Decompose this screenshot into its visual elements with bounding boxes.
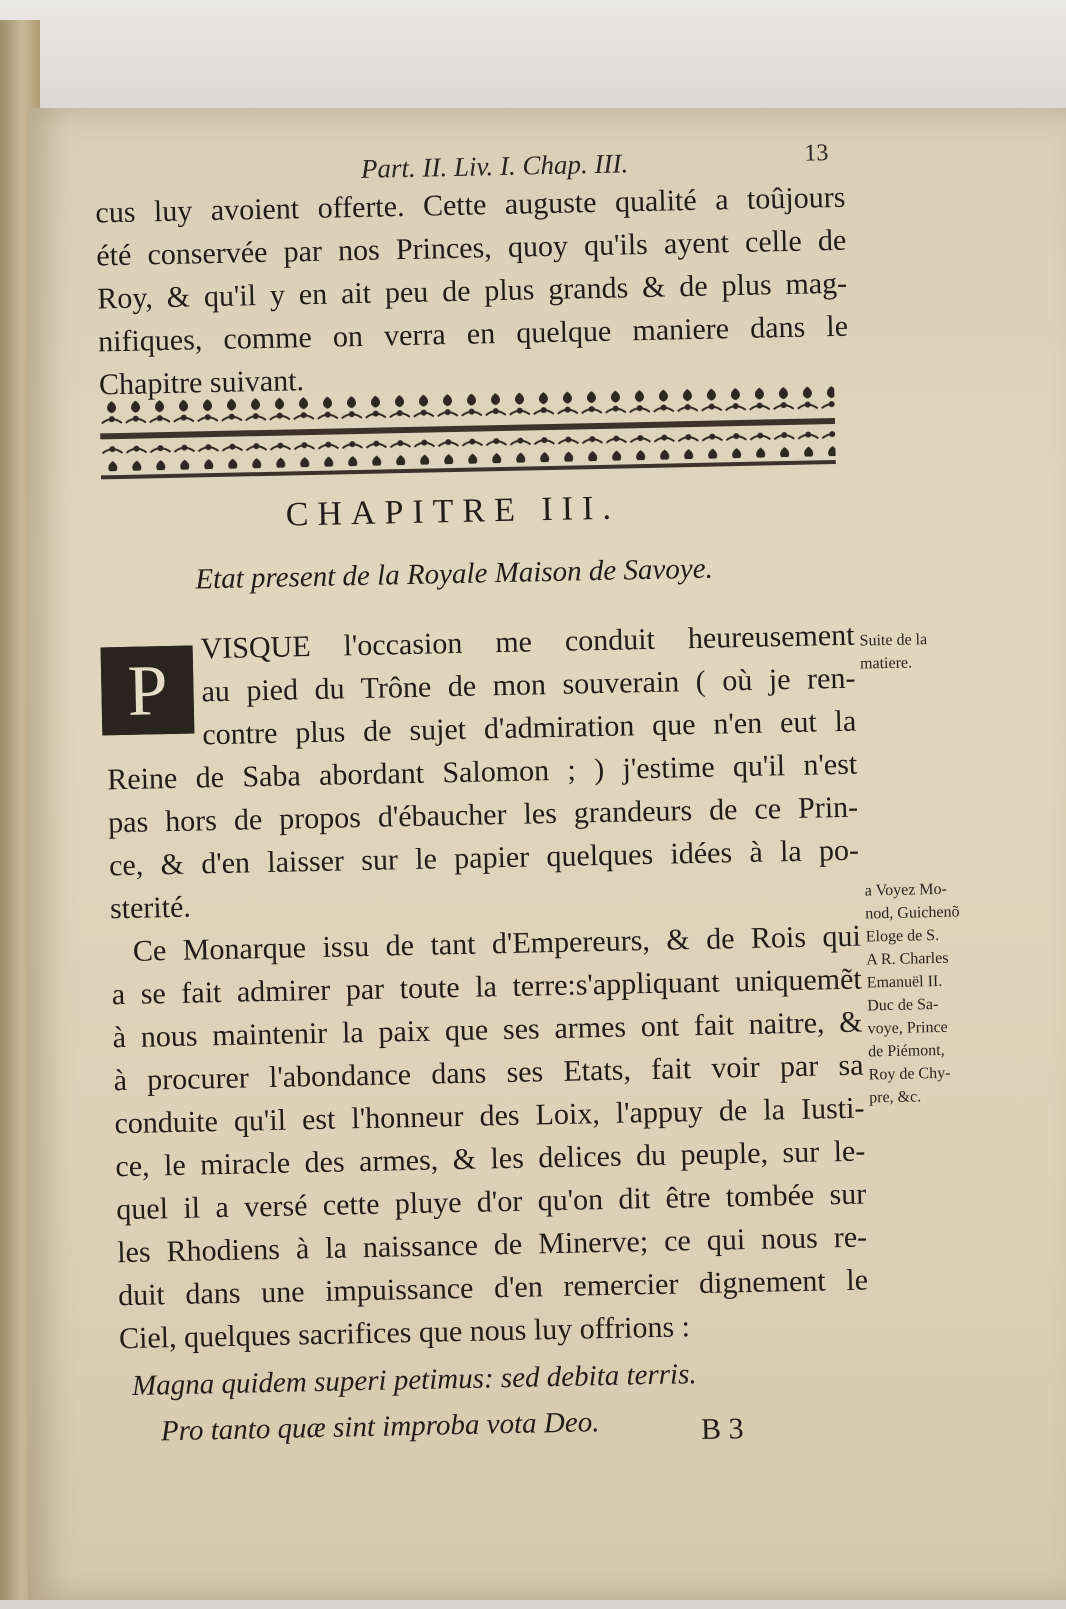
margin-note-line: de Piémont, xyxy=(868,1041,945,1061)
text-line: ce, & d'en laisser sur le papier quelques idées à la po- xyxy=(108,833,860,883)
quote-line: Magna quidem superi petimus: sed debita terris. xyxy=(131,1358,697,1402)
continuation-text xyxy=(95,176,849,407)
text-line: sterité. xyxy=(109,890,192,926)
text-line: Reine de Saba abordant Salomon ; ) j'estime qu'il n'est xyxy=(106,747,858,797)
text-line: quel il a versé cette pluye d'or qu'on dit être tombée sur xyxy=(115,1177,867,1227)
text-line: Ce Monarque issu de tant d'Empereurs, & de Rois qui xyxy=(132,919,862,968)
margin-note-line: A R. Charles xyxy=(866,949,949,969)
margin-note xyxy=(859,626,1010,675)
text-line: les Rhodiens à la naissance de Minerve; ce qui nous re- xyxy=(116,1220,868,1270)
book-page xyxy=(28,108,1066,1600)
signature-mark: B 3 xyxy=(700,1412,744,1447)
decorated-initial: P xyxy=(101,646,195,736)
text-line: été conservée par nos Princes, quoy qu'ils ayent celle de xyxy=(96,223,847,273)
chapter-subtitle: Etat present de la Royale Maison de Savoye. xyxy=(195,552,714,596)
running-head: Part. II. Liv. I. Chap. III. xyxy=(360,148,629,184)
margin-note-line: Duc de Sa- xyxy=(867,995,939,1015)
text-line: conduite qu'il est l'honneur des Loix, l'appuy de la Iusti- xyxy=(114,1091,865,1141)
margin-note-line: Roy de Chy- xyxy=(868,1064,951,1084)
margin-note-line: a Voyez Mo- xyxy=(864,880,948,900)
text-line: nifiques, comme on verra en quelque maniere dans le xyxy=(97,309,849,359)
page-number: 13 xyxy=(804,140,829,167)
latin-quote xyxy=(132,1348,854,1455)
text-line: à procurer l'abondance dans ses Etats, fait voir par sa xyxy=(113,1048,864,1098)
margin-note-line: nod, Guichenõ xyxy=(865,903,960,923)
ornamental-band xyxy=(99,382,836,497)
margin-note-line: Suite de la xyxy=(859,631,928,650)
margin-note-line: Emanuël II. xyxy=(866,972,943,992)
text-line: cus luy avoient offerte. Cette auguste qualité a toûjours xyxy=(95,180,846,230)
text-line: au pied du Trône de mon souverain ( où je ren- xyxy=(201,661,856,709)
text-line: Roy, & qu'il y en ait peu de plus grands & de plus mag- xyxy=(96,266,848,316)
text-line: Ciel, quelques sacrifices que nous luy offrions : xyxy=(118,1310,691,1356)
text-line: contre plus de sujet d'admiration que n'en eut la xyxy=(202,704,857,752)
margin-note-reference xyxy=(865,876,1020,1109)
margin-note-line: Eloge de S. xyxy=(865,926,940,946)
text-line: à nous maintenir la paix que ses armes ont fait naitre, & xyxy=(112,1005,863,1055)
body-text xyxy=(104,614,869,1361)
margin-note-line: pre, &c. xyxy=(868,1088,922,1107)
text-line: a se fait admirer par toute la terre:s'appliquant uniquemẽt xyxy=(111,962,863,1012)
text-line: ce, le miracle des armes, & les delices du peuple, sur le- xyxy=(115,1134,866,1184)
margin-note-line: voye, Prince xyxy=(867,1018,948,1038)
quote-line: Pro tanto quæ sint improba vota Deo. xyxy=(160,1406,600,1448)
text-line: Chapitre suivant. xyxy=(98,364,305,402)
chapter-title: CHAPITRE III. xyxy=(285,489,621,534)
margin-note-line: matiere. xyxy=(859,654,913,673)
text-line: pas hors de propos d'ébaucher les grandeurs de ce Prin- xyxy=(107,790,859,840)
text-line: VISQUE l'occasion me conduit heureusement xyxy=(200,618,855,666)
text-line: duit dans une impuissance d'en remercier dignement le xyxy=(117,1263,869,1313)
